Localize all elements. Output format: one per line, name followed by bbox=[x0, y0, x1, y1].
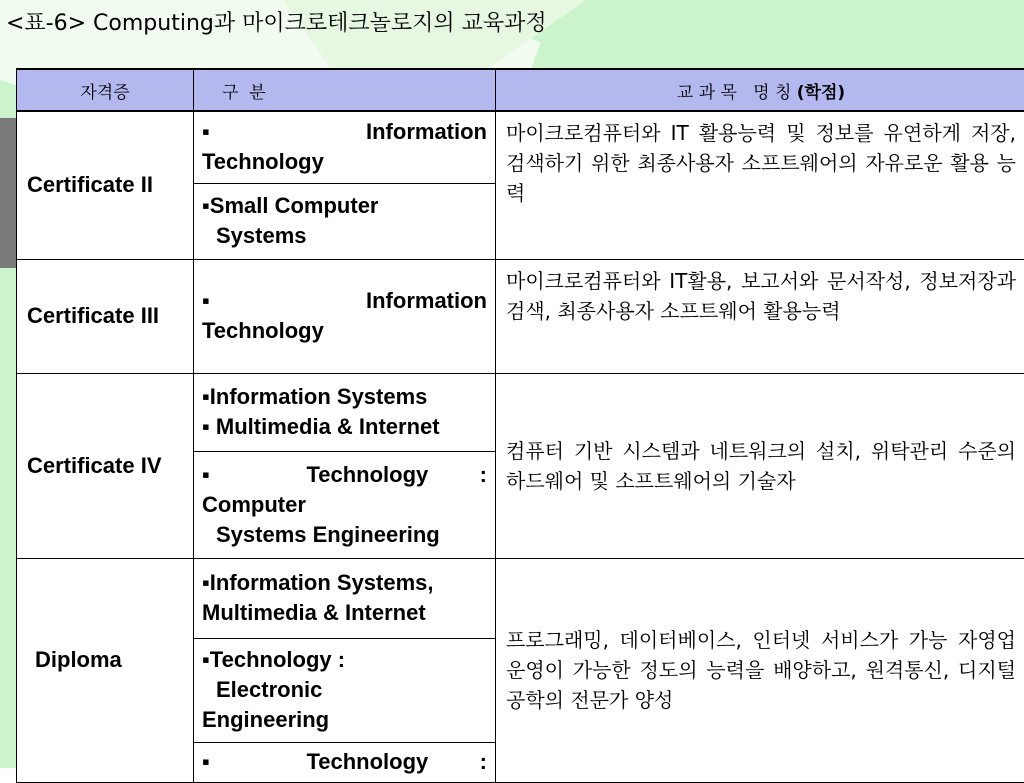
course-description-cell: 마이크로컴퓨터와 IT활용, 보고서와 문서작성, 정보저장과 검색, 최종사용자 소프트웨어 활용능력 bbox=[496, 259, 1024, 373]
classification-line: Electronic bbox=[202, 675, 487, 705]
classification-line: Engineering bbox=[202, 705, 487, 735]
classification-cell bbox=[194, 373, 496, 451]
table-row bbox=[17, 558, 1024, 638]
classification-line: ▪ Technology : bbox=[202, 747, 487, 777]
classification-line: ▪Information Systems bbox=[202, 382, 487, 412]
classification-line: ▪ Information bbox=[202, 286, 487, 316]
classification-line: ▪ Information bbox=[202, 117, 487, 147]
header-qualification: 자격증 bbox=[17, 69, 194, 111]
header-classification bbox=[194, 69, 496, 111]
course-description-cell: 마이크로컴퓨터와 IT 활용능력 및 정보를 유연하게 저장, 검색하기 위한 최종사용자 소프트웨어의 자유로운 활용 능력 bbox=[496, 111, 1024, 259]
classification-line: Computer bbox=[202, 490, 487, 520]
table-row bbox=[17, 373, 1024, 451]
classification-cell bbox=[194, 451, 496, 558]
header-course-label: 교 과 목 명 칭 bbox=[677, 83, 792, 103]
table-body bbox=[17, 111, 1024, 782]
classification-cell bbox=[194, 183, 496, 259]
table-row bbox=[17, 111, 1024, 183]
classification-cell bbox=[194, 111, 496, 183]
classification-cell bbox=[194, 742, 496, 782]
page-title: <표-6> Computing과 마이크로테크놀로지의 교육과정 bbox=[6, 6, 547, 37]
course-description-cell: 프로그래밍, 데이터베이스, 인터넷 서비스가 가능 자영업 운영이 가능한 정도의 능력을 배양하고, 원격통신, 디지털공학의 전문가 양성 bbox=[496, 558, 1024, 782]
header-credit-label: (학점) bbox=[797, 83, 845, 103]
header-classification-label: 구 분 bbox=[222, 83, 266, 103]
certificate-cell: Certificate III bbox=[17, 259, 194, 373]
certificate-cell: Certificate IV bbox=[17, 373, 194, 558]
classification-line: Systems bbox=[202, 221, 487, 251]
header-course-name bbox=[496, 69, 1024, 111]
curriculum-table bbox=[16, 68, 1024, 783]
classification-cell bbox=[194, 638, 496, 742]
classification-line: ▪ Multimedia & Internet bbox=[202, 412, 487, 442]
classification-line: Technology bbox=[202, 147, 487, 177]
classification-line: Technology bbox=[202, 316, 487, 346]
table-row bbox=[17, 259, 1024, 373]
classification-line: Systems Engineering bbox=[202, 520, 487, 550]
classification-line: ▪Technology : bbox=[202, 645, 487, 675]
classification-cell bbox=[194, 558, 496, 638]
classification-line: ▪Information Systems, bbox=[202, 568, 487, 598]
table-header-row bbox=[17, 69, 1024, 111]
certificate-cell: Diploma bbox=[17, 558, 194, 782]
classification-line: Multimedia & Internet bbox=[202, 598, 487, 628]
classification-line: ▪ Technology : bbox=[202, 460, 487, 490]
classification-cell bbox=[194, 259, 496, 373]
course-description-cell: 컴퓨터 기반 시스템과 네트워크의 설치, 위탁관리 수준의 하드웨어 및 소프트웨어의 기술자 bbox=[496, 373, 1024, 558]
classification-line: ▪Small Computer bbox=[202, 191, 487, 221]
certificate-cell: Certificate II bbox=[17, 111, 194, 259]
